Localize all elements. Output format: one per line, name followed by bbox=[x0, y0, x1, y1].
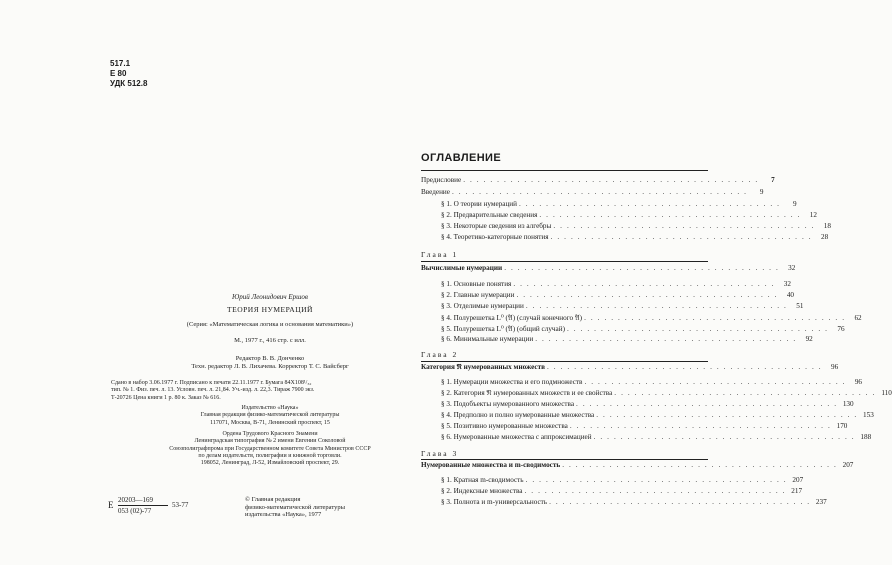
toc-section[interactable]: § 3. Некоторые сведения из алгебры . . . . . . . . . . . . . . . . . . . . . . . . . . . . . . . . . . . . . . . 18 bbox=[441, 222, 831, 230]
print-info-block bbox=[111, 380, 314, 402]
chapter-label: Глава 2 bbox=[421, 350, 459, 359]
toc-section[interactable]: § 5. Позитивно нумерованные множества . . . . . . . . . . . . . . . . . . . . . . . . . . . . . . . . . . . . . . . 170 bbox=[441, 422, 848, 430]
toc-section[interactable]: § 3. Отделимые нумерации . . . . . . . . . . . . . . . . . . . . . . . . . . . . . . . . . . . . . . . 51 bbox=[441, 302, 804, 310]
printer-line: по делам издательств, полиграфии и книжной торговли. bbox=[198, 452, 342, 459]
print-info-line: Сдано в набор 3.06.1977 г. Подписано к печати 22.11.1977 г. Бумага 84X108¹/₃₂ bbox=[111, 380, 312, 386]
toc-section[interactable]: § 6. Минимальные нумерации . . . . . . . . . . . . . . . . . . . . . . . . . . . . . . . . . . . . . . . 92 bbox=[441, 335, 813, 343]
table-of-contents bbox=[421, 0, 892, 565]
index-denominator: 053 (02)-77 bbox=[118, 507, 152, 515]
print-info-line: тип. № 1. Физ. печ. л. 13. Условн. печ. л. 21,84. Уч.-изд. л. 22,3. Тираж 7900 экз. bbox=[111, 387, 315, 394]
chapter-label: Глава 1 bbox=[421, 250, 459, 259]
tech-editor-line: Техн. редактор Л. В. Лихачева. Корректор Т. С. Вайсберг bbox=[191, 363, 349, 370]
toc-section[interactable]: § 2. Индексные множества . . . . . . . . . . . . . . . . . . . . . . . . . . . . . . . . . . . . . . . 217 bbox=[441, 487, 803, 495]
publisher-line: Главная редакция физико-математической литературы bbox=[200, 412, 340, 419]
toc-section[interactable]: § 4. Полурешетка L⁰ (𝔄) (случай конечного 𝔄) . . . . . . . . . . . . . . . . . . . . . . . . . . . . . . . . . . . . . . . 62 bbox=[441, 314, 862, 322]
toc-entry-preface[interactable]: Предисловие . . . . . . . . . . . . . . . . . . . . . . . . . . . . . . . . . . . . . . . . . . . . 7 bbox=[421, 176, 775, 184]
printer-line: 198052, Ленинград, Л-52, Измайловский проспект, 29. bbox=[200, 460, 340, 467]
toc-section[interactable]: § 1. Основные понятия . . . . . . . . . . . . . . . . . . . . . . . . . . . . . . . . . . . . . . . 32 bbox=[441, 280, 791, 288]
toc-chapter-title[interactable]: Категория 𝔑 нумерованных множеств . . . . . . . . . . . . . . . . . . . . . . . . . . . . . . . . . . . . . . . . . 96 bbox=[421, 363, 839, 371]
toc-section[interactable]: § 4. Теоретико-категорные понятия . . . . . . . . . . . . . . . . . . . . . . . . . . . . . . . . . . . . . . . 28 bbox=[441, 233, 829, 241]
editor-line: Редактор В. В. Донченко bbox=[235, 355, 305, 362]
publisher-line: 117071, Москва, В-71, Ленинский проспект, 15 bbox=[210, 419, 330, 426]
udc-code: УДК 512.8 bbox=[110, 79, 148, 88]
index-letter: Е bbox=[108, 500, 114, 510]
divider bbox=[421, 459, 708, 460]
copyright-line: © Главная редакция bbox=[245, 496, 301, 503]
publisher-line: Издательство «Наука» bbox=[241, 405, 299, 411]
toc-section[interactable]: § 1. О теории нумераций . . . . . . . . . . . . . . . . . . . . . . . . . . . . . . . . . . . . . . . 9 bbox=[441, 200, 797, 208]
printer-line: Союзполиграфпрома при Государственном комитете Совета Министров СССР bbox=[169, 445, 371, 452]
publication-line: М., 1977 г., 416 стр. с илл. bbox=[234, 337, 306, 344]
toc-section[interactable]: § 2. Предварительные сведения . . . . . . . . . . . . . . . . . . . . . . . . . . . . . . . . . . . . . . . 12 bbox=[441, 211, 817, 219]
toc-section[interactable]: § 4. Предполно и полно нумерованные множества . . . . . . . . . . . . . . . . . . . . . . . . . . . . . . . . . . . . . . . 153 bbox=[441, 411, 874, 419]
toc-heading: ОГЛАВЛЕНИЕ bbox=[421, 152, 502, 164]
printer-line: Ордена Трудового Красного Знамени bbox=[222, 431, 318, 437]
print-info-line: Т-20726 Цена книги 1 р. 80 к. Заказ № 616. bbox=[111, 394, 221, 401]
toc-section[interactable]: § 6. Нумерованные множества с аппроксимацией . . . . . . . . . . . . . . . . . . . . . . . . . . . . . . . . . . . . . . . 188 bbox=[441, 433, 872, 441]
divider bbox=[421, 361, 708, 362]
toc-chapter-title[interactable]: Вычислимые нумерации . . . . . . . . . . . . . . . . . . . . . . . . . . . . . . . . . . . . . . . . . 32 bbox=[421, 264, 796, 272]
index-numerator: 20203—169 bbox=[118, 496, 153, 504]
toc-section[interactable]: § 1. Кратная m-сводимость . . . . . . . . . . . . . . . . . . . . . . . . . . . . . . . . . . . . . . . 207 bbox=[441, 476, 804, 484]
chapter-label: Глава 3 bbox=[421, 449, 459, 458]
copyright-line: издательства «Наука», 1977 bbox=[245, 511, 322, 518]
toc-section[interactable]: § 1. Нумерации множества и его подмножеств . . . . . . . . . . . . . . . . . . . . . . . . . . . . . . . . . . . . . . . 96 bbox=[441, 378, 863, 386]
printer-block bbox=[120, 431, 420, 467]
printer-line: Ленинградская типография № 2 имени Евгении Соколовой bbox=[194, 438, 346, 445]
toc-entry-introduction[interactable]: Введение . . . . . . . . . . . . . . . . . . . . . . . . . . . . . . . . . . . . . . . . . . . . 9 bbox=[421, 188, 764, 196]
classification-code: 517.1 bbox=[110, 59, 131, 68]
toc-section[interactable]: § 2. Главные нумерации . . . . . . . . . . . . . . . . . . . . . . . . . . . . . . . . . . . . . . . 40 bbox=[441, 291, 794, 299]
series-line: (Серия: «Математическая логика и основания математики») bbox=[186, 321, 354, 328]
toc-section[interactable]: § 5. Полурешетка L⁰ (𝔄) (общий случай) . . . . . . . . . . . . . . . . . . . . . . . . . . . . . . . . . . . . . . . 76 bbox=[441, 325, 845, 333]
book-title: ТЕОРИЯ НУМЕРАЦИЙ bbox=[227, 305, 313, 314]
copyright-block bbox=[245, 496, 345, 519]
fraction-bar bbox=[118, 505, 168, 506]
book-author: Юрий Леонидович Ершов bbox=[232, 293, 308, 301]
index-suffix: 53-77 bbox=[172, 501, 189, 509]
toc-section[interactable]: § 3. Подобъекты нумерованного множества . . . . . . . . . . . . . . . . . . . . . . . . . . . . . . . . . . . . . . . 130 bbox=[441, 400, 854, 408]
toc-chapter-title[interactable]: Нумерованные множества и m-сводимость . . . . . . . . . . . . . . . . . . . . . . . . . . . . . . . . . . . . . . . . . 207 bbox=[421, 461, 854, 469]
copyright-line: физико-математической литературы bbox=[245, 503, 346, 511]
publisher-block bbox=[140, 405, 400, 427]
divider bbox=[421, 261, 708, 262]
author-mark: Е 80 bbox=[110, 69, 127, 78]
toc-section[interactable]: § 3. Полнота и m-универсальность . . . . . . . . . . . . . . . . . . . . . . . . . . . . . . . . . . . . . . . 237 bbox=[441, 498, 827, 506]
toc-section[interactable]: § 2. Категория 𝔑 нумерованных множеств и ее свойства . . . . . . . . . . . . . . . . . . . . . . . . . . . . . . . . . . . . . . . 110 bbox=[441, 389, 892, 397]
